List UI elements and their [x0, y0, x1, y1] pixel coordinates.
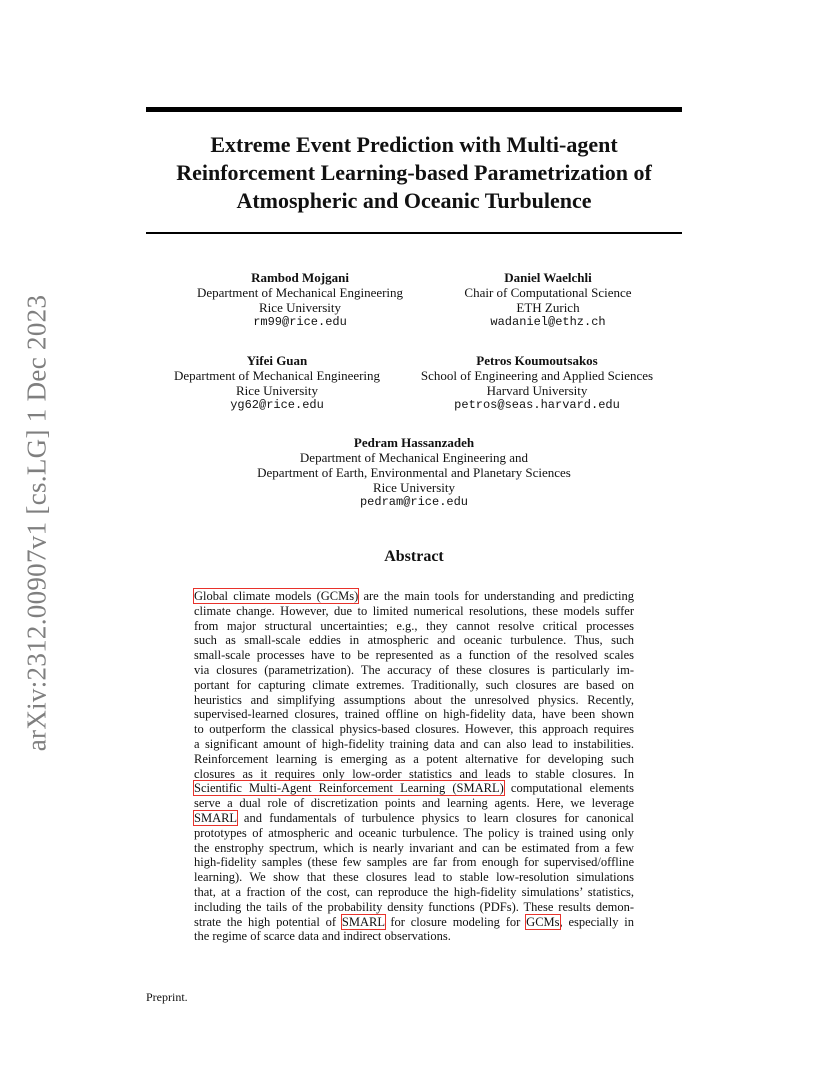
abstract-line: serve a dual role of discretization points and learning agents. Here, we leverage [194, 796, 634, 811]
author-email[interactable]: pedram@rice.edu [359, 495, 469, 509]
author-name: Rambod Mojgani [251, 270, 349, 285]
abstract-line: small-scale processes have to be represented as a function of the resolved scales [194, 648, 634, 663]
author-email[interactable]: yg62@rice.edu [230, 398, 324, 412]
abstract-line: strate the high potential of SMARL for closure modeling for GCMs, especially in [194, 914, 635, 929]
abstract-body [194, 589, 634, 944]
abstract-line: Scientific Multi-Agent Reinforcement Learning (SMARL) computational elements [194, 781, 634, 796]
author-affiliation: Rice University [236, 383, 318, 398]
author-affiliation: Department of Mechanical Engineering and [299, 450, 529, 465]
author-block [180, 270, 420, 330]
author-name: Pedram Hassanzadeh [353, 435, 475, 450]
abstract-line: that, at a fraction of the cost, can reproduce the high-fidelity simulations’ statistics, [194, 884, 634, 899]
abstract-line: supervised-learned closures, trained offline on high-fidelity data, have been shown [194, 707, 634, 722]
top-rule [146, 107, 682, 112]
author-email[interactable]: wadaniel@ethz.ch [490, 315, 606, 329]
abstract-line: SMARL and fundamentals of turbulence physics to learn closures for canonical [194, 810, 634, 825]
author-affiliation: Rice University [259, 300, 341, 315]
author-affiliation: ETH Zurich [516, 300, 580, 315]
acronym-link-smarl[interactable]: SMARL [341, 914, 385, 929]
author-affiliation: School of Engineering and Applied Sciences [420, 368, 654, 383]
title-line: Reinforcement Learning-based Parametrization of [176, 160, 652, 185]
abstract-line: via closures (parametrization). The accuracy of these closures is particularly im- [194, 662, 634, 677]
abstract-line: including the tails of the probability density functions (PDFs). These results demon- [194, 899, 634, 914]
abstract-line: prototypes of atmospheric and oceanic turbulence. The policy is trained using only [194, 825, 634, 840]
author-email[interactable]: rm99@rice.edu [253, 315, 347, 329]
author-name: Daniel Waelchli [504, 270, 592, 285]
author-affiliation: Department of Earth, Environmental and Planetary Sciences [257, 465, 571, 480]
arxiv-identifier: arXiv:2312.00907v1 [cs.LG] 1 Dec 2023 [21, 294, 52, 752]
abstract-heading: Abstract [384, 548, 444, 565]
abstract-line: the regime of scarce data and indirect observations. [194, 929, 451, 944]
author-affiliation: Department of Mechanical Engineering [173, 368, 381, 383]
author-block [214, 435, 614, 510]
abstract-line: heuristics and simplifying assumptions about the unresolved physics. Recently, [194, 692, 634, 707]
title-line: Atmospheric and Oceanic Turbulence [236, 188, 592, 213]
abstract-line: from major structural uncertainties; e.g., they cannot resolve critical processes [194, 618, 634, 633]
author-block [428, 270, 668, 330]
title-line: Extreme Event Prediction with Multi-agent [210, 132, 618, 157]
footer-note: Preprint. [146, 990, 188, 1004]
abstract-line: Global climate models (GCMs) are the main tools for understanding and predicting [194, 589, 634, 603]
abstract-line: high-fidelity samples (these few samples are far from enough for supervised/offline [194, 855, 634, 870]
author-affiliation: Rice University [373, 480, 455, 495]
author-affiliation: Chair of Computational Science [464, 285, 632, 300]
acronym-link-smarl[interactable]: Scientific Multi-Agent Reinforcement Learning (SMARL) [194, 781, 504, 796]
author-affiliation: Harvard University [486, 383, 588, 398]
abstract-line: such as small-scale eddies in atmospheric and oceanic turbulence. Thus, such [194, 633, 634, 648]
abstract-line: learning). We show that these closures lead to stable low-resolution simulations [194, 870, 634, 885]
author-affiliation: Department of Mechanical Engineering [196, 285, 404, 300]
acronym-link-smarl[interactable]: SMARL [194, 810, 237, 825]
abstract-line: portant for capturing climate extremes. Traditionally, such closures are based on [194, 677, 634, 692]
title-bottom-rule [146, 232, 682, 234]
author-email[interactable]: petros@seas.harvard.edu [454, 398, 620, 412]
author-block [406, 353, 668, 413]
abstract-line: Reinforcement learning is emerging as a potent alternative for developing such [194, 751, 634, 766]
abstract-line: the enstrophy spectrum, which is nearly invariant and can be estimated from a few [194, 840, 634, 855]
acronym-link-gcms[interactable]: Global climate models (GCMs) [194, 589, 359, 603]
abstract-line: to outperform the classical physics-based closures. However, this approach requires [194, 722, 634, 737]
paper-title [146, 131, 682, 215]
acronym-link-gcms[interactable]: GCMs [526, 914, 560, 929]
author-block [162, 353, 392, 413]
abstract-line: a significant amount of high-fidelity training data and can also lead to instabilities. [194, 736, 634, 751]
author-name: Yifei Guan [246, 353, 308, 368]
abstract-line: climate change. However, due to limited numerical resolutions, these models suffer [194, 603, 634, 618]
author-name: Petros Koumoutsakos [476, 353, 598, 368]
abstract-line: closures as it requires only low-order statistics and leads to stable closures. In [194, 766, 634, 781]
